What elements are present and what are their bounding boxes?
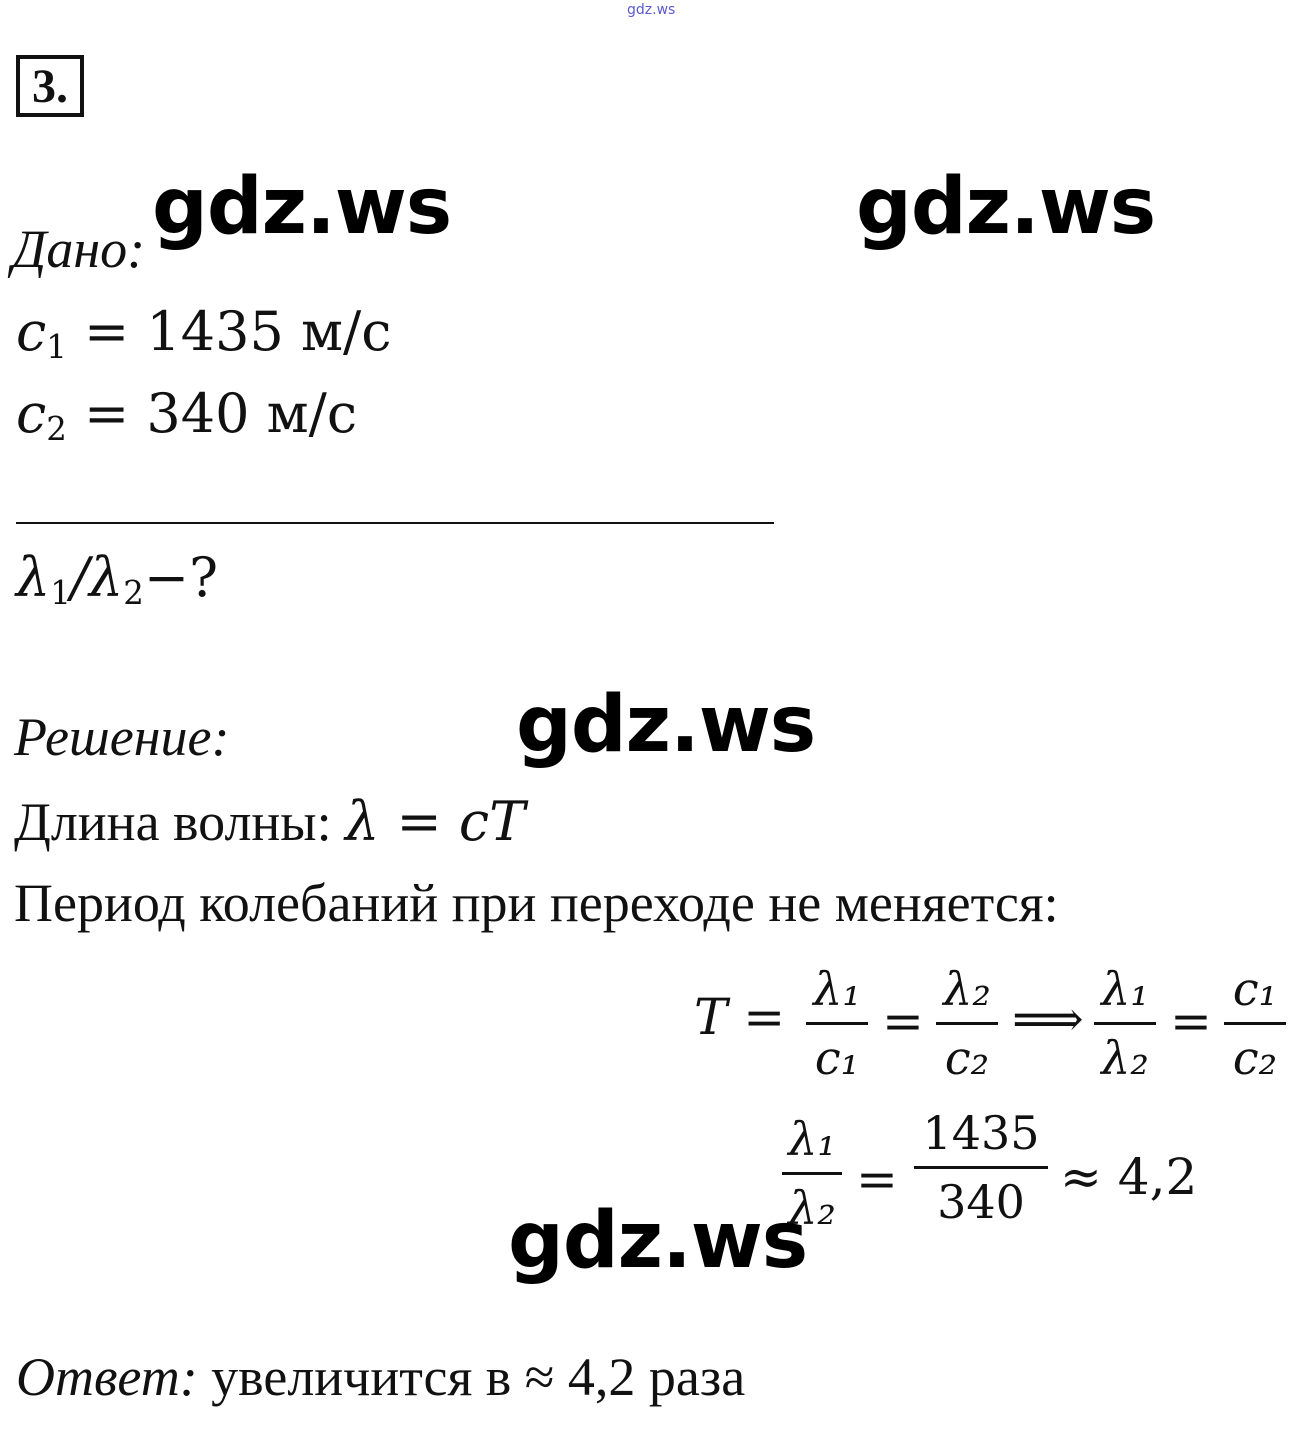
eq1-f4-den: c₂ (1232, 1031, 1278, 1085)
given-c2 (16, 382, 357, 448)
wavelength-line (14, 790, 525, 853)
eq1-f2-num: λ₂ (943, 962, 991, 1016)
eq1-equals-2: = (1170, 992, 1212, 1050)
wavelength-formula: λ = cT (345, 790, 526, 853)
eq1-f1-bar (806, 1022, 868, 1025)
given-label: Дано: (12, 219, 146, 279)
eq2-f2-den: 340 (937, 1175, 1025, 1229)
eq1-f3-bar (1094, 1022, 1156, 1025)
lambda2-subscript: 2 (123, 574, 144, 613)
eq1-fraction-1 (806, 960, 868, 1087)
eq2-result: ≈ 4,2 (1060, 1148, 1198, 1206)
c2-symbol: c (16, 382, 47, 445)
eq2-f2-num: 1435 (922, 1106, 1040, 1160)
eq1-f3-den: λ₂ (1101, 1031, 1149, 1085)
find-question: −? (143, 546, 219, 609)
eq1-fraction-3 (1094, 960, 1156, 1087)
eq1-implies: ⟹ (1012, 990, 1084, 1048)
eq1-f4-bar (1224, 1022, 1286, 1025)
eq1-f1-den: c₁ (814, 1031, 860, 1085)
eq1-f3-num: λ₁ (1101, 962, 1149, 1016)
eq1-f2-bar (936, 1022, 998, 1025)
watermark-2: gdz.ws (856, 162, 1156, 252)
c1-value: = 1435 м/с (66, 300, 392, 363)
c1-symbol: c (16, 300, 47, 363)
answer-line (16, 1346, 745, 1408)
eq2-f1-bar (782, 1172, 842, 1175)
eq1-equals: = (882, 992, 924, 1050)
problem-number: 3. (16, 55, 84, 117)
watermark-small: gdz.ws (627, 2, 676, 18)
eq2-f1-num: λ₁ (788, 1112, 836, 1166)
given-divider (16, 522, 774, 524)
find-line (16, 546, 218, 612)
eq1-fraction-4 (1224, 960, 1286, 1087)
c2-value: = 340 м/с (66, 382, 358, 445)
eq1-lhs: T = (694, 988, 786, 1046)
eq1-f2-den: c₂ (944, 1031, 990, 1085)
lambda1-symbol: λ (16, 546, 51, 609)
eq2-f2-bar (914, 1166, 1048, 1169)
watermark-4: gdz.ws (508, 1196, 808, 1286)
eq1-f4-num: c₁ (1232, 962, 1278, 1016)
watermark-3: gdz.ws (516, 680, 816, 770)
period-text: Период колебаний при переходе не меняется: (14, 873, 1059, 933)
eq2-fraction-2 (914, 1104, 1048, 1231)
solution-label: Решение: (14, 707, 230, 767)
wavelength-text: Длина волны: (14, 792, 346, 852)
answer-text: увеличится в ≈ 4,2 раза (197, 1347, 746, 1407)
eq1-fraction-2 (936, 960, 998, 1087)
answer-label: Ответ: (16, 1347, 198, 1407)
eq1-f1-num: λ₁ (813, 962, 861, 1016)
lambda1-subscript: 1 (50, 574, 71, 613)
eq2-f1-den: λ₂ (788, 1181, 836, 1235)
c2-subscript: 2 (46, 410, 67, 449)
c1-subscript: 1 (46, 328, 67, 367)
eq2-equals: = (856, 1150, 898, 1208)
given-c1 (16, 300, 391, 366)
watermark-1: gdz.ws (152, 162, 452, 252)
lambda2-symbol: /λ (70, 546, 124, 609)
